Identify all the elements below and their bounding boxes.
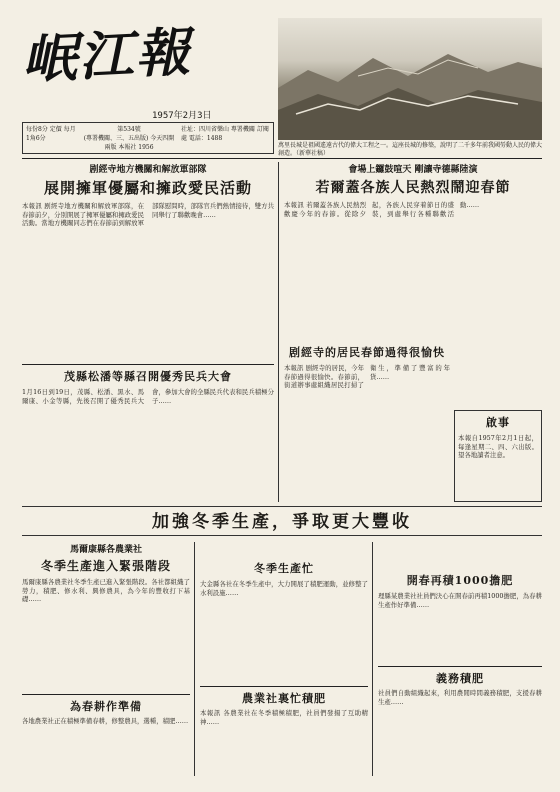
masthead-divider — [22, 158, 542, 159]
article-militia — [22, 368, 274, 502]
article-kicker: 會場上鑼鼓喧天 剛讓寺德縣陸演 — [348, 165, 478, 175]
article-voluntary — [378, 670, 542, 776]
price-info: 每份8分 定價 每月1角6分 — [26, 126, 76, 142]
article-1000-dan — [378, 542, 542, 662]
article-body: 各地農業社正在積極準備春耕，修整農具，選種，積肥…… — [22, 717, 189, 725]
article-kicker: 剧經寺地方機關和解放軍部隊 — [89, 165, 207, 175]
article-headline: 為春耕作準備 — [70, 700, 142, 713]
column-divider — [372, 542, 373, 776]
article-manure — [200, 690, 368, 776]
column-divider — [278, 162, 279, 502]
article-body: 本報訊 若爾蓋各族人民熱烈歡慶今年的春節。從除夕起，各族人民穿着節日的盛裝，到處舉行各種聯歡活動…… — [284, 201, 480, 218]
newspaper-page — [22, 18, 542, 778]
issue-date: 1957年2月3日 — [152, 111, 212, 121]
article-busy-winter — [200, 542, 368, 682]
article-spring-plowing — [22, 698, 190, 776]
article-divider — [22, 364, 274, 365]
publication-info-box — [22, 122, 274, 154]
article-winter-production — [22, 542, 190, 692]
article-headline: 冬季生產進入緊張階段 — [40, 559, 171, 573]
article-residents — [284, 344, 450, 502]
great-wall-photo — [278, 18, 542, 140]
article-divider — [22, 694, 190, 695]
article-headline: 若爾蓋各族人民熱烈鬧迎春節 — [315, 180, 511, 196]
article-body: 馬爾康縣各農業社冬季生產已進入緊張階段。各社都組織了勞力，積肥、修水利、興修農具，為今年的豐收打下基礎…… — [22, 578, 190, 604]
section-banner: 加強冬季生產，爭取更大豐收 — [22, 506, 542, 536]
article-spring-festival — [284, 162, 542, 342]
article-headline: 冬季生產忙 — [254, 562, 314, 575]
article-body: 大金縣各社在冬季生產中，大力開展了積肥運動，並修整了水利設施…… — [200, 580, 368, 597]
article-kicker: 馬爾康縣各農業社 — [69, 545, 142, 555]
column-divider — [194, 542, 195, 776]
masthead — [22, 18, 542, 158]
article-divider — [200, 686, 368, 687]
article-body: 1月16日到19日，茂縣、松潘、黑水、馬爾康、小金等縣，先後召開了優秀民兵大會，參加大會的全縣民兵代表和民兵積極分子…… — [22, 388, 274, 405]
article-body: 本報訊 剧經寺的居民，今年春節過得很愉快。春節前，街道辦事處組織居民打掃了衛生，準備了豐富的年貨…… — [284, 364, 450, 390]
article-headline: 展開擁軍優屬和擁政愛民活動 — [43, 179, 252, 197]
article-divider — [378, 666, 542, 667]
article-army-people — [22, 162, 274, 362]
article-headline: 茂縣松潘等縣召開優秀民兵大會 — [64, 370, 232, 383]
article-headline: 剧經寺的居民春節過得很愉快 — [289, 346, 445, 359]
article-body: 本報訊 各農業社在冬季積極積肥，社員們發揚了互助精神…… — [200, 709, 368, 726]
article-body: 理縣某農業社社員們決心在開春前再積1000擔肥，為春耕生產作好準備…… — [378, 592, 542, 609]
notice-box — [454, 410, 542, 502]
article-body: 社員們自動組織起來，利用農閒時間義務積肥，支援春耕生產…… — [378, 689, 542, 706]
notice-title: 啟事 — [486, 416, 510, 429]
newspaper-logo: 岷江報 — [20, 21, 194, 91]
article-headline: 開春再積1000擔肥 — [406, 574, 514, 587]
mountain-landscape-icon — [278, 18, 542, 140]
photo-caption: 萬里長城是祖國遙遠古代的偉大工程之一。這座長城的修築，說明了二千多年前我國勞動人民的偉大創造。（新華社稿） — [278, 142, 543, 157]
notice-body: 本報自1957年2月1日起，每逢星期二、四、六出版。望各地讀者注意。 — [458, 434, 538, 460]
address-info: 社址：四川省樂山 專署機關 訂閱處 電話：1488 — [181, 126, 269, 142]
article-headline: 農業社裏忙積肥 — [242, 692, 326, 705]
issue-number: 第534號 — [117, 126, 141, 133]
edition-info — [83, 125, 175, 152]
edition-details: (專署機關、三、五出版) 今天四開兩版 本報社 1956 — [83, 135, 175, 151]
article-headline: 義務積肥 — [436, 672, 484, 685]
article-body: 本報訊 剧經寺地方機關和解放軍部隊，在春節前夕，分別開展了擁軍優屬和擁政愛民活動。當地方機關同志們在春節前到解放軍部隊慰問時，部隊官兵們熱情接待，雙方共同舉行了聯歡晚會…… — [22, 202, 274, 228]
